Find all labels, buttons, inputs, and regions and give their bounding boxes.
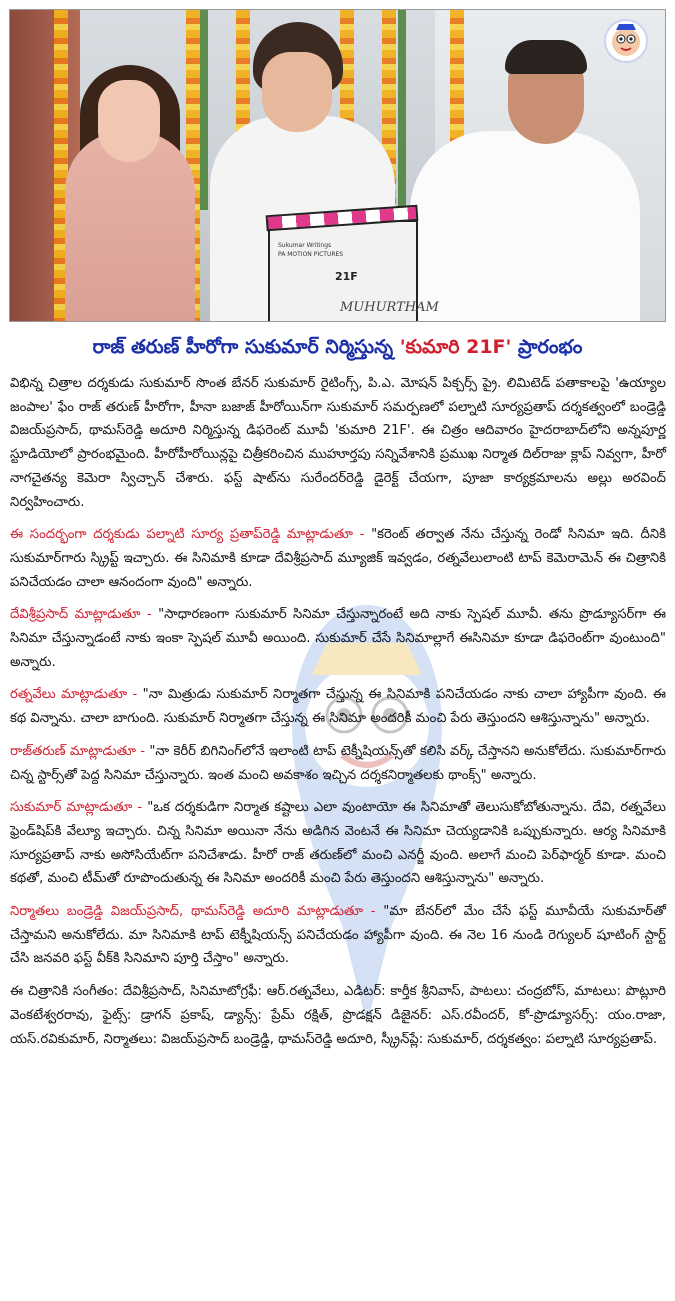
leaf-garland <box>398 10 406 210</box>
actor-face <box>262 52 332 132</box>
article-paragraph <box>10 603 666 674</box>
clapboard-title: 21F <box>335 270 358 283</box>
clapboard-banner: Sukumar Writings <box>278 242 332 249</box>
article-paragraph <box>10 980 666 1051</box>
article-paragraph <box>10 372 666 514</box>
clapboard <box>268 220 439 322</box>
clapboard-handwriting: MUHURTHAM <box>340 300 439 315</box>
article-paragraph <box>10 796 666 891</box>
paragraph-text: "కరెంట్ తర్వాత నేను చేస్తున్న రెండో సినిమా ఇది. దీనికి సుకుమార్‌గారు స్క్రిప్ట్ ఇచ్చారు. ఈ సినిమాకి కూడా దేవిశ్రీప్రసాద్ మ్యూజిక్ ఇవ్వడం, రత్నవేలులాంటి టాప్ కెమెరామెన్ ఈ చిత్రానికి పనిచేయడం చాలా ఆనందంగా వుంది" అన్నారు. <box>10 527 666 590</box>
paragraph-text: విభిన్న చిత్రాల దర్శకుడు సుకుమార్ సొంత బేనర్ సుకుమార్ రైటింగ్స్, పి.ఎ. మోషన్ పిక్చర్స్ ప్రై. లిమిటెడ్ పతాకాలపై 'ఉయ్యాల జంపాల' ఫేం రాజ్ తరుణ్ హీరోగా, హీనా బజాజ్ హీరోయిన్‌గా సుకుమార్ సమర్పణలో పల్నాటి సూర్యప్రతాప్ దర్శకత్వంలో బండ్రెడ్డి విజయ్‌ప్రసాద్, థామస్‌రెడ్డి అదూరి నిర్మిస్తున్న డిఫరెంట్ మూవీ 'కుమారి 21F'. ఈ చిత్రం ఆదివారం హైదరాబాద్‌లోని అన్నపూర్ణ స్టూడియోలో ప్రారంభమైంది. హీరోహీరోయిన్లపై చిత్రీకరించిన ముహూర్తపు సన్నివేశానికి ప్రముఖ నిర్మాత దిల్‌రాజు క్లాప్ నివ్వగా, హీరో నాగచైతన్య కెమెరా స్విచ్చాన్ చేశారు. ఫస్ట్ షాట్‌ను సురేందర్‌రెడ్డి డైరెక్ట్ చేయగా, పూజా కార్యక్రమాలను అల్లు అరవింద్ నిర్వహించారు. <box>10 376 666 510</box>
paragraph-speaker: దేవిశ్రీప్రసాద్ మాట్లాడుతూ - <box>10 607 159 623</box>
actress-face <box>98 80 160 162</box>
article-paragraph <box>10 900 666 971</box>
paragraph-text: "నా మిత్రుడు సుకుమార్ నిర్మాతగా చేస్తున్న ఈ సినిమాకి పనిచేయడం నాకు చాలా హ్యాపీగా వుంది. ఈ కథ విన్నాను. చాలా బాగుంది. సుకుమార్ నిర్మాతగా చేస్తున్న ఈ సినిమా అందరికీ మంచి పేరు తెస్తుందని ఆశిస్తున్నాను" అన్నారు. <box>10 687 666 727</box>
article-paragraph <box>10 683 666 730</box>
paragraph-speaker: సుకుమార్ మాట్లాడుతూ - <box>10 800 148 816</box>
headline-prefix: రాజ్ తరుణ్ హీరోగా సుకుమార్ నిర్మిస్తున్న <box>92 336 400 358</box>
article-body <box>10 372 666 1060</box>
paragraph-speaker: రత్నవేలు మాట్లాడుతూ - <box>10 687 143 703</box>
paragraph-speaker: ఈ సందర్భంగా దర్శకుడు పల్నాటి సూర్య ప్రతాప్‌రెడ్డి మాట్లాడుతూ - <box>10 527 372 543</box>
site-logo-icon <box>603 18 649 64</box>
producer-figure <box>410 131 640 322</box>
paragraph-speaker: నిర్మాతలు బండ్రెడ్డి విజయ్‌ప్రసాద్, థామస్‌రెడ్డి అదూరి మాట్లాడుతూ - <box>10 904 384 920</box>
article-headline <box>0 334 675 360</box>
event-photo <box>9 9 666 322</box>
paragraph-text: "ఒక దర్శకుడిగా నిర్మాత కష్టాలు ఎలా వుంటాయో ఈ సినిమాతో తెలుసుకోబోతున్నాను. దేవి, రత్నవేలు ఫ్రెండ్‌షిప్‌కి వేల్యూ ఇచ్చారు. చిన్న సినిమా అయినా నేను అడిగిన వెంటనే ఈ సినిమా చెయ్యడానికి ఒప్పుకున్నారు. ఆర్య సినిమాకి సూర్యప్రతాప్ నాకు అసోసియేట్‌గా పనిచేశాడు. హీరో రాజ్ తరుణ్‌లో మంచి ఎనర్జీ వుంది. అలాగే మంచి పెర్‌ఫార్మర్ కూడా. మంచి కథతో, మంచి టీమ్‌తో రూపొందుతున్న ఈ సినిమా అందరికీ మంచి పేరు తెస్తుందని ఆశిస్తున్నాను" అన్నారు. <box>10 800 666 887</box>
leaf-garland <box>200 10 208 210</box>
paragraph-text: "నా కెరీర్ బిగినింగ్‌లోనే ఇలాంటి టాప్ టెక్నీషియన్స్‌తో కలిసి వర్క్ చేస్తానని అనుకోలేదు. సుకుమార్‌గారు చిన్న స్టార్స్‌తో పెద్ద సినిమా చేస్తున్నారు. ఇంత మంచి అవకాశం ఇచ్చిన దర్శకనిర్మాతలకు థాంక్స్" అన్నారు. <box>10 743 666 783</box>
paragraph-speaker: రాజ్‌తరుణ్ మాట్లాడుతూ - <box>10 743 150 759</box>
article-paragraph <box>10 523 666 594</box>
producer-hair <box>505 40 587 74</box>
clapboard-company: PA MOTION PICTURES <box>278 251 344 258</box>
article-paragraph <box>10 740 666 787</box>
headline-suffix: ప్రారంభం <box>511 336 583 358</box>
paragraph-text: "సాధారణంగా సుకుమార్ సినిమా చేస్తున్నారంటే అది నాకు స్పెషల్ మూవీ. తను ప్రొడ్యూసర్‌గా ఈ సినిమా చేస్తున్నాడంటే నాకు ఇంకా స్పెషల్ మూవీ అయింది. సుకుమార్ చేసే సినిమాల్లాగే ఈసినిమా కూడా డిఫరెంట్‌గా వుంటుంది" అన్నారు. <box>10 607 667 670</box>
paragraph-text: "మా బేనర్‌లో మేం చేసే ఫస్ట్ మూవీయే సుకుమార్‌తో చేస్తామని అనుకోలేదు. మా సినిమాకి టాప్ టెక్నీషియన్స్ పనిచేయడం హ్యాపీగా వుంది. ఈ నెల 16 నుండి రెగ్యులర్ షూటింగ్ స్టార్ట్ చేసి జనవరి ఫస్ట్ వీక్‌కి సినిమాని పూర్తి చేస్తాం" అన్నారు. <box>10 904 666 967</box>
headline-film-title: 'కుమారి 21F' <box>399 336 512 358</box>
paragraph-text: ఈ చిత్రానికి సంగీతం: దేవిశ్రీప్రసాద్, సినిమాటోగ్రఫీ: ఆర్.రత్నవేలు, ఎడిటర్: కార్తీక శ్రీనివాస్, పాటలు: చంద్రబోస్, మాటలు: పొట్లూరి వెంకటేశ్వరరావు, ఫైట్స్: డ్రాగన్ ప్రకాష్, డ్యాన్స్: ప్రేమ్ రక్షిత్, ప్రొడక్షన్ డిజైనర్: ఎస్.రవీందర్, కో-ప్రొడ్యూసర్స్: యం.రాజా, యస్.రవికుమార్, నిర్మాతలు: విజయ్‌ప్రసాద్ బండ్రెడ్డి, థామస్‌రెడ్డి అదూరి, స్క్రీన్‌ప్లే: సుకుమార్, దర్శకత్వం: పల్నాటి సూర్యప్రతాప్. <box>10 984 666 1047</box>
